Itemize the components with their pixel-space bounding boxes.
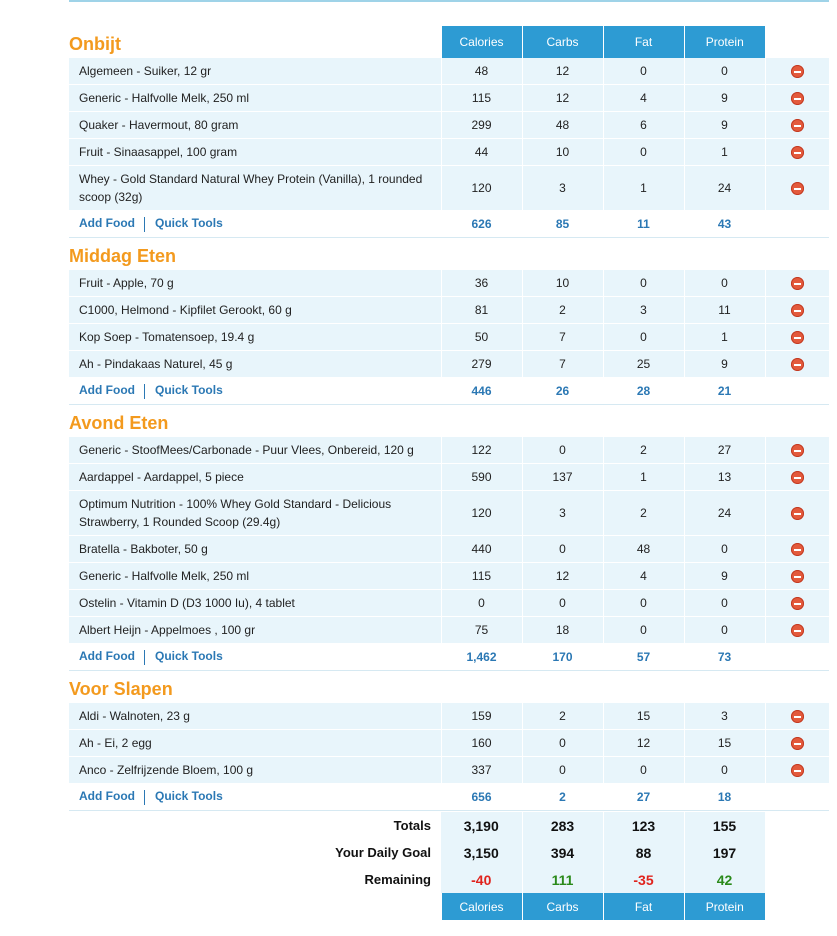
meal-summary-row [69,644,829,671]
food-carbs: 0 [522,590,603,617]
food-calories: 299 [441,112,522,139]
meal-header [69,26,829,58]
food-protein: 24 [684,491,765,536]
food-fat: 0 [603,270,684,297]
meal-total-calories: 626 [441,211,522,238]
link-separator [144,217,145,232]
meal-summary-row [69,784,829,811]
meal-header [69,405,829,438]
meal-total-fat: 11 [603,211,684,238]
food-row [69,58,829,85]
food-name[interactable]: Whey - Gold Standard Natural Whey Protein (Vanilla), 1 rounded scoop (32g) [69,166,441,211]
food-carbs: 2 [522,703,603,730]
remove-circle-icon[interactable] [791,543,804,556]
food-protein: 15 [684,730,765,757]
food-diary-table [69,26,829,811]
quick-tools-link[interactable]: Quick Tools [154,383,223,398]
food-name[interactable]: Ostelin - Vitamin D (D3 1000 Iu), 4 tablet [69,590,441,617]
food-calories: 159 [441,703,522,730]
food-carbs: 0 [522,536,603,563]
food-calories: 120 [441,491,522,536]
food-fat: 0 [603,324,684,351]
food-calories: 115 [441,85,522,112]
food-protein: 1 [684,139,765,166]
footer-header-calories: Calories [441,893,522,920]
food-name[interactable]: Fruit - Sinaasappel, 100 gram [69,139,441,166]
goal-carbs: 394 [522,839,603,866]
food-calories: 48 [441,58,522,85]
food-row [69,703,829,730]
food-name[interactable]: Ah - Pindakaas Naturel, 45 g [69,351,441,378]
add-food-link[interactable]: Add Food [79,216,135,231]
totals-row [69,812,829,839]
meal-total-carbs: 2 [522,784,603,811]
meal-title: Onbijt [69,33,121,54]
remove-circle-icon[interactable] [791,182,804,195]
food-fat: 0 [603,139,684,166]
meal-total-protein: 21 [684,378,765,405]
food-fat: 4 [603,563,684,590]
meal-total-fat: 27 [603,784,684,811]
food-name[interactable]: Ah - Ei, 2 egg [69,730,441,757]
food-protein: 0 [684,590,765,617]
footer-header-carbs: Carbs [522,893,603,920]
meal-title: Avond Eten [69,412,169,433]
food-carbs: 137 [522,464,603,491]
food-carbs: 3 [522,491,603,536]
food-protein: 27 [684,437,765,464]
food-fat: 1 [603,464,684,491]
remove-circle-icon[interactable] [791,277,804,290]
food-carbs: 48 [522,112,603,139]
meal-header [69,238,829,271]
food-name[interactable]: Anco - Zelfrijzende Bloem, 100 g [69,757,441,784]
food-row [69,139,829,166]
food-row [69,464,829,491]
food-calories: 81 [441,297,522,324]
column-header-fat: Fat [603,26,684,58]
daily-totals-table [69,812,829,920]
footer-column-headers [69,893,829,920]
food-carbs: 0 [522,730,603,757]
food-calories: 440 [441,536,522,563]
food-calories: 0 [441,590,522,617]
food-calories: 120 [441,166,522,211]
food-carbs: 12 [522,85,603,112]
food-carbs: 7 [522,324,603,351]
meal-total-protein: 18 [684,784,765,811]
food-row [69,730,829,757]
food-calories: 36 [441,270,522,297]
food-row [69,563,829,590]
food-row [69,617,829,644]
link-separator [144,790,145,805]
remove-circle-icon[interactable] [791,710,804,723]
remaining-protein: 42 [684,866,765,893]
food-name[interactable]: Aardappel - Aardappel, 5 piece [69,464,441,491]
food-row [69,491,829,536]
food-fat: 0 [603,58,684,85]
food-name[interactable]: Algemeen - Suiker, 12 gr [69,58,441,85]
food-row [69,324,829,351]
food-protein: 11 [684,297,765,324]
food-fat: 2 [603,437,684,464]
remaining-carbs: 111 [522,866,603,893]
food-name[interactable]: Fruit - Apple, 70 g [69,270,441,297]
food-carbs: 0 [522,437,603,464]
remove-circle-icon[interactable] [791,92,804,105]
food-protein: 0 [684,58,765,85]
food-name[interactable]: Kop Soep - Tomatensoep, 19.4 g [69,324,441,351]
food-carbs: 12 [522,58,603,85]
goal-calories: 3,150 [441,839,522,866]
meal-total-protein: 43 [684,211,765,238]
remove-circle-icon[interactable] [791,737,804,750]
remaining-calories: -40 [441,866,522,893]
remove-circle-icon[interactable] [791,507,804,520]
food-fat: 6 [603,112,684,139]
food-fat: 4 [603,85,684,112]
food-name[interactable]: Generic - Halfvolle Melk, 250 ml [69,85,441,112]
food-name[interactable]: Aldi - Walnoten, 23 g [69,703,441,730]
remove-circle-icon[interactable] [791,65,804,78]
food-calories: 115 [441,563,522,590]
food-name[interactable]: Generic - StoofMees/Carbonade - Puur Vlees, Onbereid, 120 g [69,437,441,464]
food-name[interactable]: Albert Heijn - Appelmoes , 100 gr [69,617,441,644]
meal-total-calories: 446 [441,378,522,405]
food-protein: 24 [684,166,765,211]
food-carbs: 10 [522,270,603,297]
food-fat: 3 [603,297,684,324]
food-row [69,757,829,784]
food-row [69,270,829,297]
meal-total-carbs: 85 [522,211,603,238]
food-fat: 0 [603,590,684,617]
quick-tools-link[interactable]: Quick Tools [154,216,223,231]
column-header-calories: Calories [441,26,522,58]
food-fat: 48 [603,536,684,563]
meal-title: Voor Slapen [69,678,173,699]
totals-protein: 155 [684,812,765,839]
food-protein: 13 [684,464,765,491]
top-divider [69,0,829,2]
footer-header-fat: Fat [603,893,684,920]
food-calories: 337 [441,757,522,784]
goal-protein: 197 [684,839,765,866]
food-row [69,590,829,617]
footer-header-protein: Protein [684,893,765,920]
meal-total-calories: 1,462 [441,644,522,671]
quick-tools-link[interactable]: Quick Tools [154,789,223,804]
column-header-carbs: Carbs [522,26,603,58]
food-name[interactable]: Quaker - Havermout, 80 gram [69,112,441,139]
food-protein: 9 [684,563,765,590]
food-calories: 160 [441,730,522,757]
remove-circle-icon[interactable] [791,119,804,132]
food-calories: 44 [441,139,522,166]
meal-total-protein: 73 [684,644,765,671]
remove-circle-icon[interactable] [791,304,804,317]
remove-circle-icon[interactable] [791,570,804,583]
food-protein: 0 [684,270,765,297]
column-header-protein: Protein [684,26,765,58]
meal-total-fat: 57 [603,644,684,671]
food-name[interactable]: Bratella - Bakboter, 50 g [69,536,441,563]
food-protein: 0 [684,617,765,644]
food-protein: 9 [684,112,765,139]
remove-circle-icon[interactable] [791,624,804,637]
meal-title: Middag Eten [69,245,176,266]
meal-total-carbs: 26 [522,378,603,405]
remaining-label: Remaining [364,872,431,887]
daily-goal-label: Your Daily Goal [335,845,431,860]
food-protein: 1 [684,324,765,351]
add-food-link[interactable]: Add Food [79,789,135,804]
food-carbs: 0 [522,757,603,784]
food-calories: 50 [441,324,522,351]
food-protein: 9 [684,351,765,378]
totals-carbs: 283 [522,812,603,839]
remove-circle-icon[interactable] [791,358,804,371]
remove-circle-icon[interactable] [791,764,804,777]
food-carbs: 3 [522,166,603,211]
food-carbs: 12 [522,563,603,590]
quick-tools-link[interactable]: Quick Tools [154,649,223,664]
food-row [69,166,829,211]
food-row [69,297,829,324]
food-name[interactable]: C1000, Helmond - Kipfilet Gerookt, 60 g [69,297,441,324]
remove-circle-icon[interactable] [791,444,804,457]
food-protein: 0 [684,757,765,784]
food-carbs: 10 [522,139,603,166]
totals-calories: 3,190 [441,812,522,839]
food-row [69,351,829,378]
totals-fat: 123 [603,812,684,839]
remove-circle-icon[interactable] [791,471,804,484]
meal-summary-row [69,378,829,405]
food-row [69,85,829,112]
add-food-link[interactable]: Add Food [79,649,135,664]
meal-total-carbs: 170 [522,644,603,671]
remaining-fat: -35 [603,866,684,893]
link-separator [144,384,145,399]
remove-circle-icon[interactable] [791,146,804,159]
link-separator [144,650,145,665]
food-row [69,437,829,464]
food-fat: 15 [603,703,684,730]
food-carbs: 7 [522,351,603,378]
food-protein: 0 [684,536,765,563]
food-fat: 0 [603,617,684,644]
food-carbs: 2 [522,297,603,324]
food-name[interactable]: Generic - Halfvolle Melk, 250 ml [69,563,441,590]
remove-circle-icon[interactable] [791,597,804,610]
goal-fat: 88 [603,839,684,866]
meal-total-fat: 28 [603,378,684,405]
daily-goal-row [69,839,829,866]
food-calories: 122 [441,437,522,464]
food-protein: 3 [684,703,765,730]
food-row [69,112,829,139]
food-row [69,536,829,563]
meal-summary-row [69,211,829,238]
remaining-row [69,866,829,893]
food-calories: 279 [441,351,522,378]
meal-total-calories: 656 [441,784,522,811]
food-name[interactable]: Optimum Nutrition - 100% Whey Gold Standard - Delicious Strawberry, 1 Rounded Scoop (29.4g) [69,491,441,536]
totals-label: Totals [393,818,431,833]
remove-circle-icon[interactable] [791,331,804,344]
food-protein: 9 [684,85,765,112]
food-calories: 590 [441,464,522,491]
food-fat: 2 [603,491,684,536]
add-food-link[interactable]: Add Food [79,383,135,398]
food-fat: 0 [603,757,684,784]
meal-header [69,671,829,704]
food-carbs: 18 [522,617,603,644]
food-fat: 12 [603,730,684,757]
food-calories: 75 [441,617,522,644]
food-fat: 1 [603,166,684,211]
food-fat: 25 [603,351,684,378]
